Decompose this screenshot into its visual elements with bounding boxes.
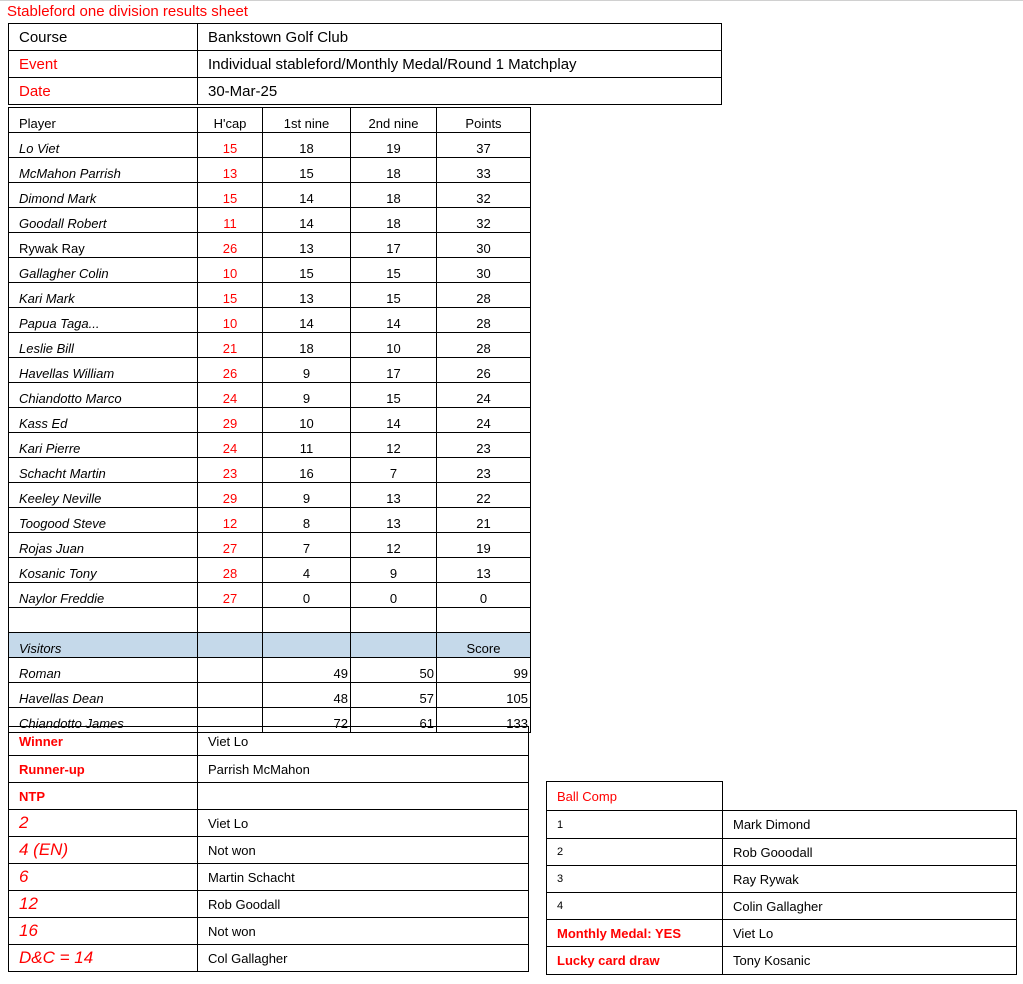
- player-name: Keeley Neville: [9, 483, 198, 508]
- player-name: Goodall Robert: [9, 208, 198, 233]
- visitor-score: 105: [437, 683, 531, 708]
- second-nine: 14: [351, 408, 437, 433]
- second-nine: 19: [351, 133, 437, 158]
- ntp-winner: Not won: [198, 837, 529, 864]
- second-nine: 17: [351, 358, 437, 383]
- points: 23: [437, 433, 531, 458]
- player-hcap: 12: [198, 508, 263, 533]
- monthly-medal-value: Viet Lo: [723, 920, 1017, 947]
- ball-comp-row: [547, 866, 1017, 893]
- runnerup-label: Runner-up: [9, 756, 198, 783]
- table-row: [9, 483, 531, 508]
- ntp-hole: 16: [9, 918, 198, 945]
- first-nine: 14: [263, 208, 351, 233]
- player-hcap: 24: [198, 433, 263, 458]
- table-row: [9, 458, 531, 483]
- player-hcap: 24: [198, 383, 263, 408]
- winner-value: Viet Lo: [198, 727, 529, 756]
- ntp-row: [9, 783, 529, 810]
- points: 24: [437, 408, 531, 433]
- ball-comp-name: Mark Dimond: [723, 811, 1017, 839]
- date-row: [9, 78, 722, 105]
- first-nine: 18: [263, 133, 351, 158]
- visitor-first-nine: 49: [263, 658, 351, 683]
- ball-comp-row: [547, 839, 1017, 866]
- player-hcap: 27: [198, 583, 263, 608]
- second-nine: 12: [351, 533, 437, 558]
- second-nine: 15: [351, 283, 437, 308]
- player-name: Rywak Ray: [9, 233, 198, 258]
- first-nine: 7: [263, 533, 351, 558]
- player-hcap: 10: [198, 258, 263, 283]
- visitor-second-nine: 57: [351, 683, 437, 708]
- player-hcap: 29: [198, 483, 263, 508]
- first-nine: 13: [263, 233, 351, 258]
- second-nine: 14: [351, 308, 437, 333]
- ball-comp-row: [547, 811, 1017, 839]
- second-nine: 15: [351, 383, 437, 408]
- first-nine: 9: [263, 483, 351, 508]
- visitor-first-nine: 72: [263, 708, 351, 733]
- player-name: Schacht Martin: [9, 458, 198, 483]
- table-row: [9, 433, 531, 458]
- visitor-second-nine: 61: [351, 708, 437, 733]
- player-name: Naylor Freddie: [9, 583, 198, 608]
- points: 37: [437, 133, 531, 158]
- first-nine: 9: [263, 383, 351, 408]
- points: 22: [437, 483, 531, 508]
- ntp-hole-row: [9, 837, 529, 864]
- points: 32: [437, 208, 531, 233]
- second-nine: 17: [351, 233, 437, 258]
- ntp-hole: 6: [9, 864, 198, 891]
- second-nine: 13: [351, 508, 437, 533]
- second-nine: 18: [351, 183, 437, 208]
- monthly-medal-label: Monthly Medal: YES: [547, 920, 723, 947]
- header-first-nine: 1st nine: [263, 108, 351, 133]
- ntp-hole-row: [9, 864, 529, 891]
- winner-label: Winner: [9, 727, 198, 756]
- first-nine: 14: [263, 183, 351, 208]
- player-name: Kosanic Tony: [9, 558, 198, 583]
- ball-comp-title: Ball Comp: [547, 782, 723, 811]
- visitors-header: Visitors: [9, 633, 198, 658]
- date-value: 30-Mar-25: [198, 78, 722, 105]
- table-row: [9, 158, 531, 183]
- ball-comp-header-row: [547, 782, 1017, 811]
- ntp-winner: Viet Lo: [198, 810, 529, 837]
- ntp-hole: 12: [9, 891, 198, 918]
- ntp-hole: D&C = 14: [9, 945, 198, 972]
- first-nine: 18: [263, 333, 351, 358]
- visitor-score: 99: [437, 658, 531, 683]
- points: 30: [437, 233, 531, 258]
- player-name: Papua Taga...: [9, 308, 198, 333]
- player-hcap: 11: [198, 208, 263, 233]
- header-player: Player: [9, 108, 198, 133]
- table-row: [9, 258, 531, 283]
- player-hcap: 29: [198, 408, 263, 433]
- player-name: Havellas William: [9, 358, 198, 383]
- player-hcap: 15: [198, 183, 263, 208]
- visitor-score: 133: [437, 708, 531, 733]
- player-name: Kari Mark: [9, 283, 198, 308]
- empty-row: [9, 608, 531, 633]
- course-value: Bankstown Golf Club: [198, 24, 722, 51]
- first-nine: 15: [263, 258, 351, 283]
- ntp-hole-row: [9, 810, 529, 837]
- first-nine: 8: [263, 508, 351, 533]
- winner-row: [9, 727, 529, 756]
- player-hcap: 13: [198, 158, 263, 183]
- ntp-hole-row: [9, 918, 529, 945]
- table-row: [9, 208, 531, 233]
- first-nine: 11: [263, 433, 351, 458]
- player-hcap: 21: [198, 333, 263, 358]
- table-row: [9, 183, 531, 208]
- table-row: [9, 508, 531, 533]
- first-nine: 0: [263, 583, 351, 608]
- runnerup-value: Parrish McMahon: [198, 756, 529, 783]
- points: 28: [437, 333, 531, 358]
- second-nine: 10: [351, 333, 437, 358]
- ball-comp-name: Ray Rywak: [723, 866, 1017, 893]
- player-hcap: 23: [198, 458, 263, 483]
- player-name: Kass Ed: [9, 408, 198, 433]
- table-row: [9, 358, 531, 383]
- table-row: [9, 558, 531, 583]
- player-name: Kari Pierre: [9, 433, 198, 458]
- first-nine: 9: [263, 358, 351, 383]
- info-table: [8, 23, 722, 105]
- ball-comp-row: [547, 893, 1017, 920]
- player-name: Rojas Juan: [9, 533, 198, 558]
- player-name: McMahon Parrish: [9, 158, 198, 183]
- table-row: [9, 233, 531, 258]
- second-nine: 18: [351, 158, 437, 183]
- table-row: [9, 308, 531, 333]
- first-nine: 13: [263, 283, 351, 308]
- points: 0: [437, 583, 531, 608]
- sheet-title: Stableford one division results sheet: [7, 3, 248, 20]
- table-row: [9, 133, 531, 158]
- ball-comp-name: Rob Gooodall: [723, 839, 1017, 866]
- visitor-name: Havellas Dean: [9, 683, 198, 708]
- player-name: Toogood Steve: [9, 508, 198, 533]
- results-header-row: [9, 108, 531, 133]
- table-row: [9, 408, 531, 433]
- lucky-card-label: Lucky card draw: [547, 947, 723, 975]
- player-name: Chiandotto Marco: [9, 383, 198, 408]
- second-nine: 9: [351, 558, 437, 583]
- player-hcap: 15: [198, 283, 263, 308]
- ntp-hole-row: [9, 891, 529, 918]
- header-hcap: H'cap: [198, 108, 263, 133]
- player-name: Leslie Bill: [9, 333, 198, 358]
- first-nine: 14: [263, 308, 351, 333]
- points: 33: [437, 158, 531, 183]
- visitors-header-row: [9, 633, 531, 658]
- visitor-row: [9, 683, 531, 708]
- ntp-hole: 4 (EN): [9, 837, 198, 864]
- second-nine: 18: [351, 208, 437, 233]
- runnerup-row: [9, 756, 529, 783]
- player-hcap: 15: [198, 133, 263, 158]
- lucky-card-row: [547, 947, 1017, 975]
- points: 26: [437, 358, 531, 383]
- visitor-name: Roman: [9, 658, 198, 683]
- visitor-row: [9, 658, 531, 683]
- second-nine: 13: [351, 483, 437, 508]
- ntp-hole: 2: [9, 810, 198, 837]
- results-table: [8, 107, 531, 733]
- table-row: [9, 283, 531, 308]
- second-nine: 12: [351, 433, 437, 458]
- visitor-name: Chiandotto James: [9, 708, 198, 733]
- ball-comp-place: 3: [547, 866, 723, 893]
- course-row: [9, 24, 722, 51]
- ntp-winner: Martin Schacht: [198, 864, 529, 891]
- table-row: [9, 583, 531, 608]
- event-row: [9, 51, 722, 78]
- points: 28: [437, 283, 531, 308]
- first-nine: 16: [263, 458, 351, 483]
- ntp-winner: Not won: [198, 918, 529, 945]
- player-name: Lo Viet: [9, 133, 198, 158]
- points: 13: [437, 558, 531, 583]
- points: 32: [437, 183, 531, 208]
- points: 21: [437, 508, 531, 533]
- second-nine: 0: [351, 583, 437, 608]
- event-label: Event: [9, 51, 198, 78]
- ntp-winner: Rob Goodall: [198, 891, 529, 918]
- points: 19: [437, 533, 531, 558]
- player-hcap: 26: [198, 233, 263, 258]
- awards-table: [8, 726, 529, 972]
- player-name: Gallagher Colin: [9, 258, 198, 283]
- table-row: [9, 383, 531, 408]
- ball-comp-place: 1: [547, 811, 723, 839]
- second-nine: 15: [351, 258, 437, 283]
- event-value: Individual stableford/Monthly Medal/Round 1 Matchplay: [198, 51, 722, 78]
- score-header: Score: [437, 633, 531, 658]
- table-row: [9, 533, 531, 558]
- ball-comp-place: 2: [547, 839, 723, 866]
- lucky-card-value: Tony Kosanic: [723, 947, 1017, 975]
- first-nine: 4: [263, 558, 351, 583]
- table-row: [9, 333, 531, 358]
- points: 30: [437, 258, 531, 283]
- ball-comp-place: 4: [547, 893, 723, 920]
- top-border-line: [0, 0, 1023, 1]
- first-nine: 15: [263, 158, 351, 183]
- second-nine: 7: [351, 458, 437, 483]
- monthly-medal-row: [547, 920, 1017, 947]
- points: 28: [437, 308, 531, 333]
- ntp-hole-row: [9, 945, 529, 972]
- header-second-nine: 2nd nine: [351, 108, 437, 133]
- player-hcap: 27: [198, 533, 263, 558]
- first-nine: 10: [263, 408, 351, 433]
- points: 23: [437, 458, 531, 483]
- visitor-first-nine: 48: [263, 683, 351, 708]
- date-label: Date: [9, 78, 198, 105]
- ntp-label: NTP: [9, 783, 198, 810]
- player-hcap: 10: [198, 308, 263, 333]
- ball-comp-table: [546, 781, 1017, 975]
- ntp-winner: Col Gallagher: [198, 945, 529, 972]
- course-label: Course: [9, 24, 198, 51]
- player-hcap: 26: [198, 358, 263, 383]
- header-points: Points: [437, 108, 531, 133]
- player-name: Dimond Mark: [9, 183, 198, 208]
- player-hcap: 28: [198, 558, 263, 583]
- points: 24: [437, 383, 531, 408]
- ball-comp-name: Colin Gallagher: [723, 893, 1017, 920]
- visitor-second-nine: 50: [351, 658, 437, 683]
